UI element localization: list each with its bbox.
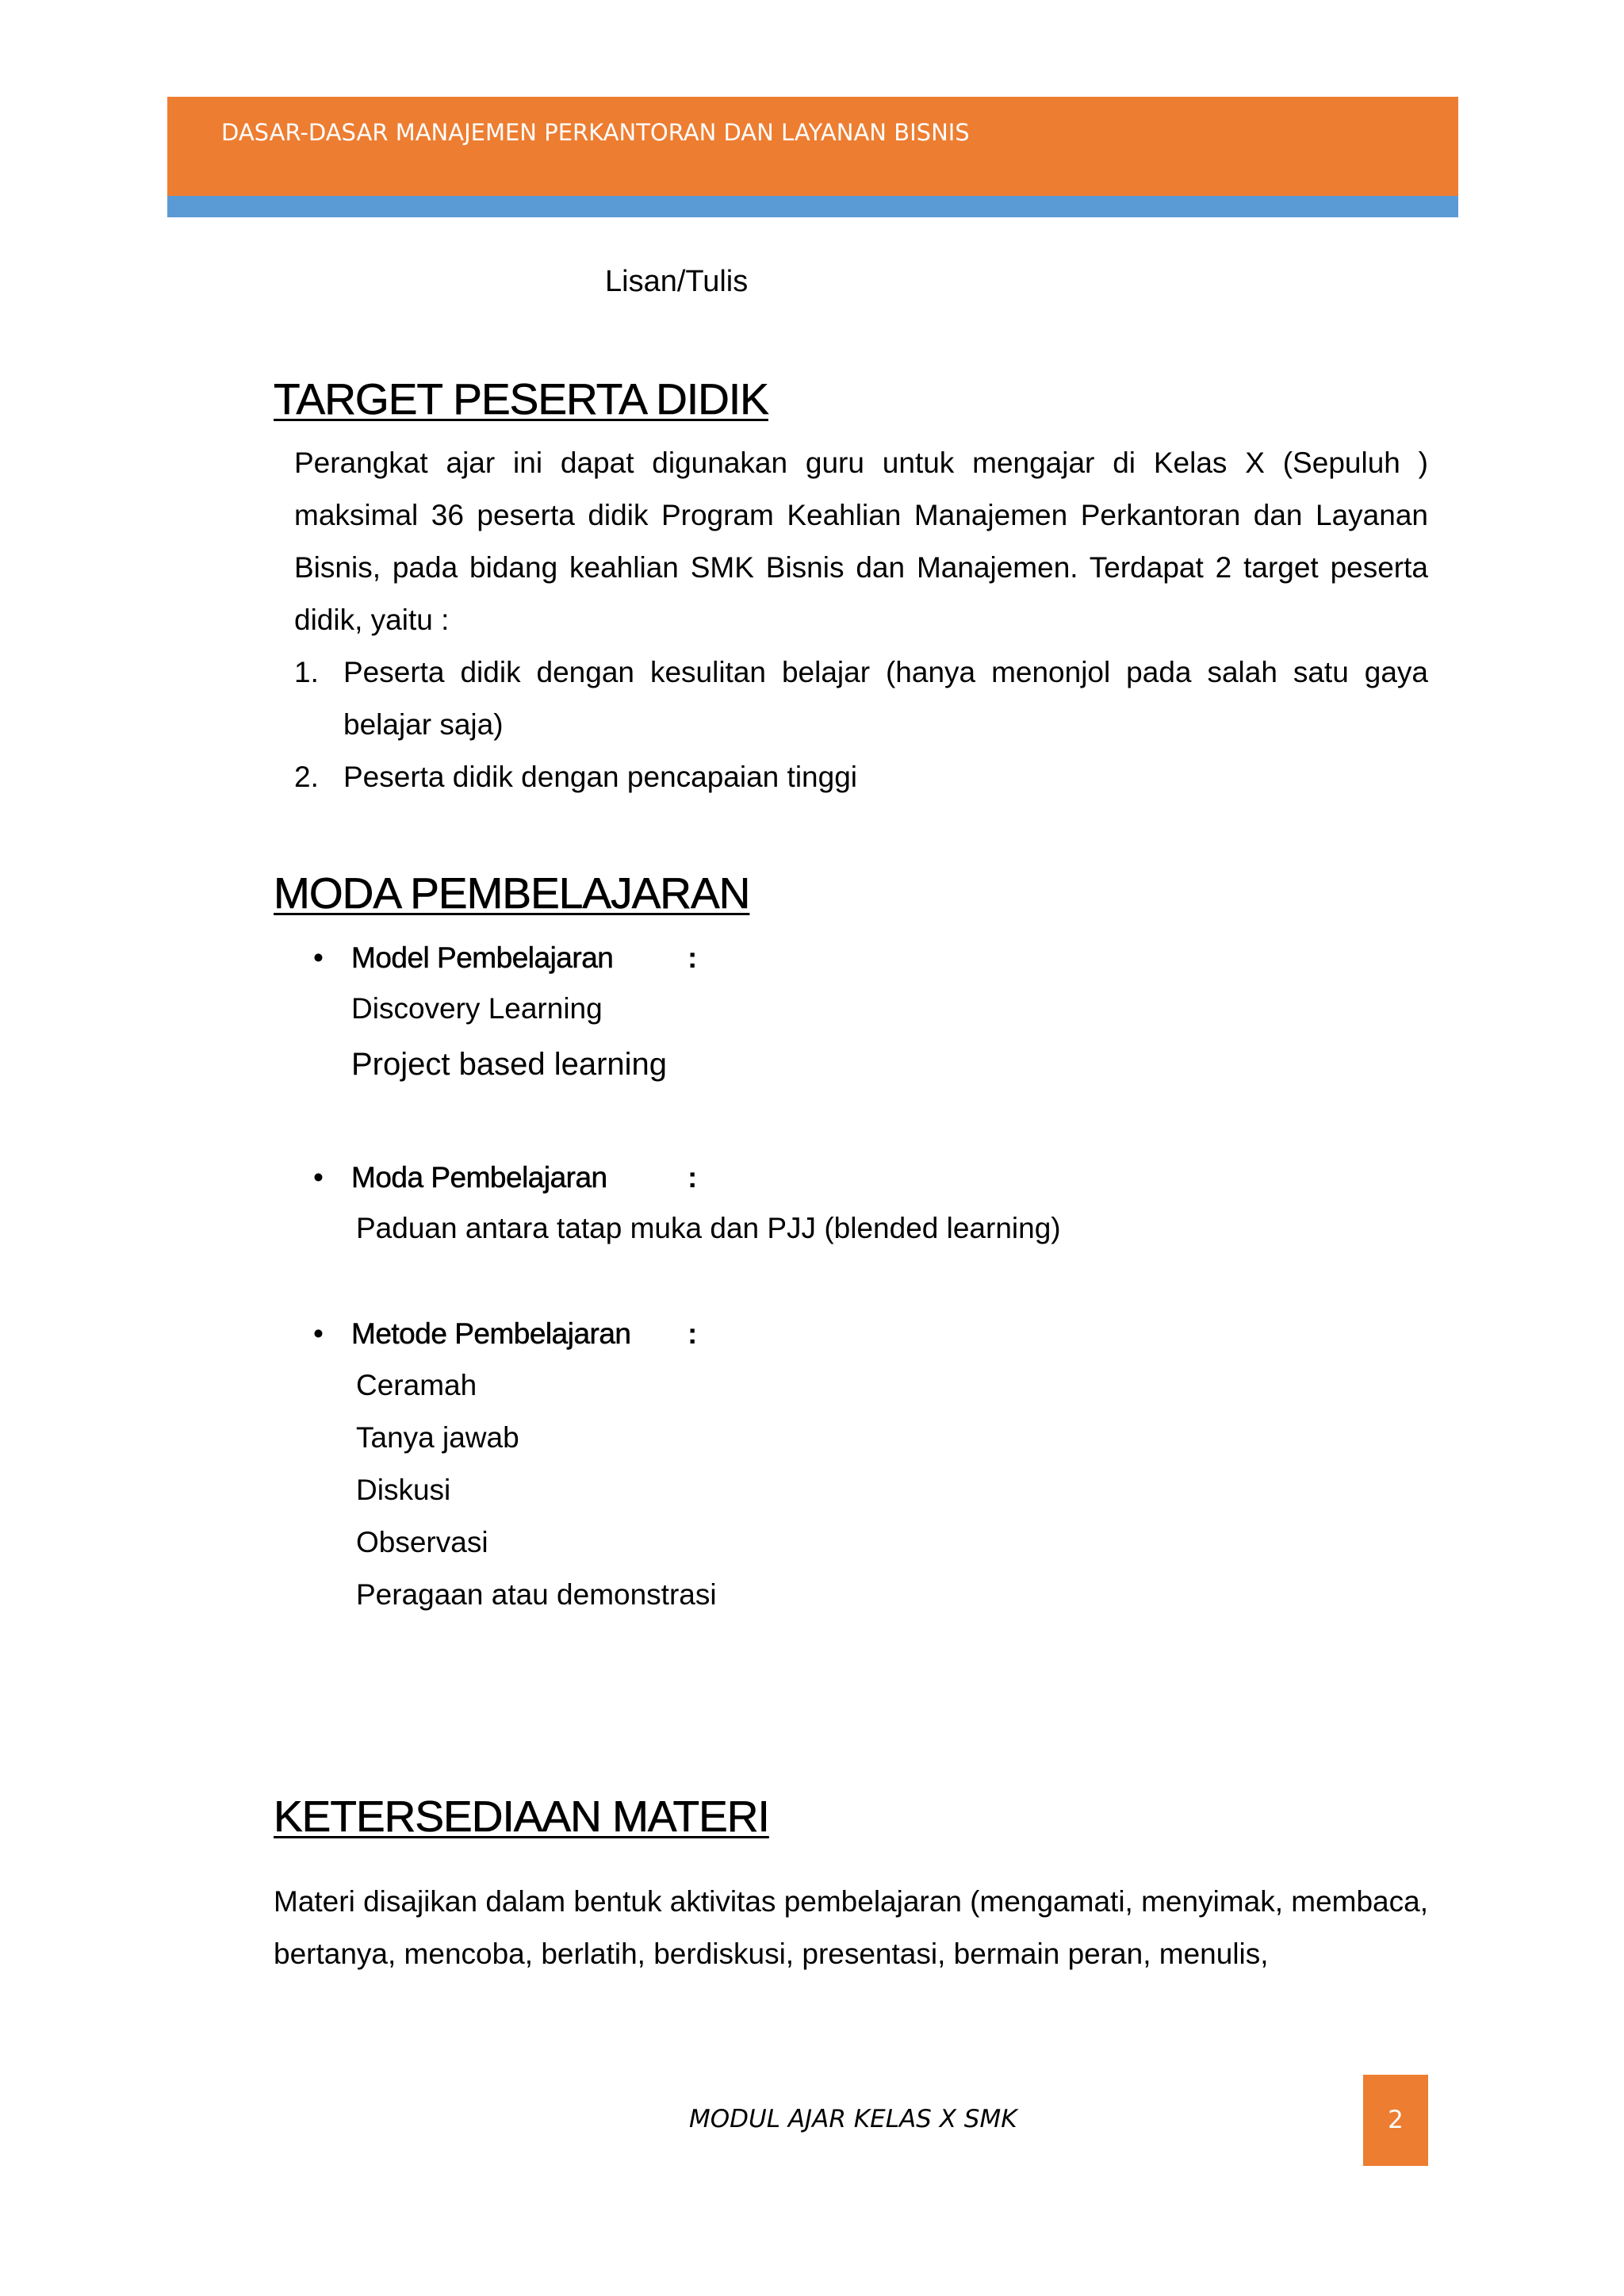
sub-value: Diskusi [356,1474,451,1506]
bullet-label: Moda Pembelajaran [351,1161,607,1194]
sub-value: Peragaan atau demonstrasi [356,1578,717,1611]
bullet-label: Metode Pembelajaran [351,1317,631,1350]
footer-text: MODUL AJAR KELAS X SMK [689,2105,1017,2133]
sub-value: Tanya jawab [356,1421,519,1454]
header-title: DASAR-DASAR MANAJEMEN PERKANTORAN DAN LAYANAN BISNIS [221,119,970,146]
bullet-colon: : [688,1317,698,1350]
continued-text: Lisan/Tulis [605,265,749,298]
sub-value: Observasi [356,1526,488,1558]
bullet-icon: • [313,941,324,974]
target-paragraph: Perangkat ajar ini dapat digunakan guru untuk mengajar di Kelas X (Sepuluh ) maksimal 36 peserta didik Program Keahlian Manajemen Perkantoran dan Layanan Bisnis, pada bidang keahlian SMK Bisnis dan Manajemen. Terdapat 2 target peserta didik, yaitu : [294,447,1428,636]
bullet-label: Model Pembelajaran [351,941,614,974]
section-heading-materi: KETERSEDIAAN MATERI [274,1792,769,1841]
bullet-colon: : [688,941,698,974]
list-item [294,646,1428,751]
list-text: Peserta didik dengan kesulitan belajar (hanya menonjol pada salah satu gaya belajar saja) [343,656,1428,741]
list-number: 1. [294,656,319,688]
section-heading-target: TARGET PESERTA DIDIK [274,374,768,424]
sub-value: Discovery Learning [351,992,603,1025]
list-text: Peserta didik dengan pencapaian tinggi [343,761,857,793]
bullet-colon: : [688,1161,698,1194]
list-item [294,751,1428,803]
section-heading-moda: MODA PEMBELAJARAN [274,868,750,918]
list-number: 2. [294,761,319,793]
bullet-icon: • [313,1317,324,1350]
page-number: 2 [1363,2075,1428,2166]
header-accent-strip [167,196,1458,217]
sub-value: Paduan antara tatap muka dan PJJ (blended learning) [356,1212,1061,1244]
materi-paragraph: Materi disajikan dalam bentuk aktivitas pembelajaran (mengamati, menyimak, membaca, bertanya, mencoba, berlatih, berdiskusi, presentasi, bermain peran, menulis, [274,1885,1428,1970]
sub-value: Ceramah [356,1369,477,1401]
sub-value: Project based learning [351,1047,668,1082]
bullet-icon: • [313,1161,324,1194]
